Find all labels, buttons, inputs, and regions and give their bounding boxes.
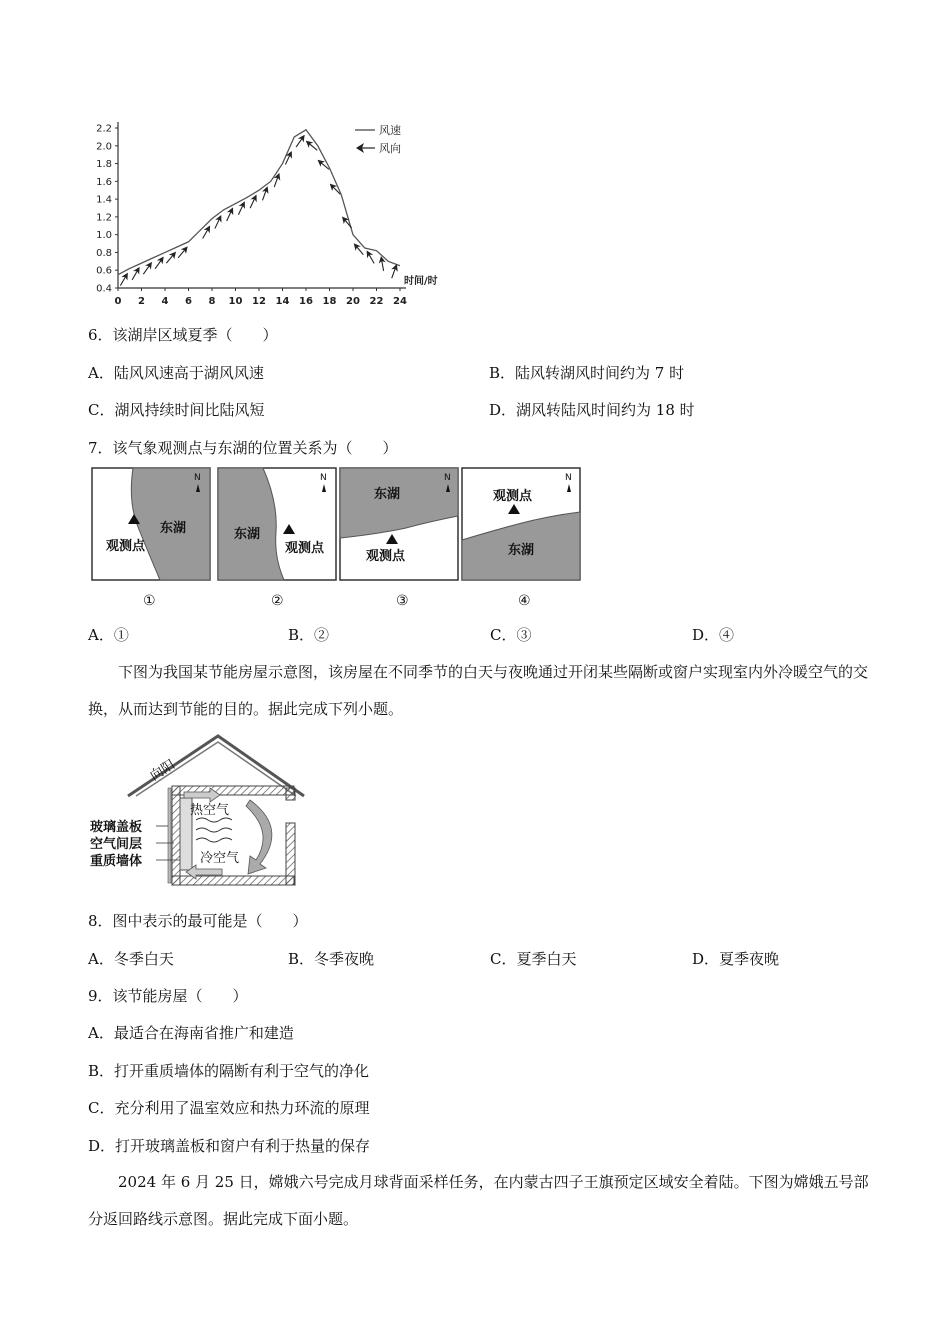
x-tick-label: 12 (252, 296, 266, 307)
q7-maps (88, 462, 588, 614)
y-tick-label: 2.0 (96, 141, 112, 153)
y-tick-label: 1.0 (96, 230, 112, 242)
q6-option-a[interactable]: A．陆风风速高于湖风风速 (88, 364, 264, 382)
heavy-wall-label: 重质墙体 (90, 854, 143, 869)
y-tick-label: 0.8 (96, 247, 112, 259)
q8-option-a[interactable]: A．冬季白天 (88, 950, 174, 968)
wind-arrow (364, 249, 378, 265)
wind-arrow (212, 213, 225, 230)
q6-option-c[interactable]: C．湖风持续时间比陆风短 (88, 401, 265, 419)
x-tick-label: 0 (114, 296, 122, 307)
map-2 (218, 468, 336, 609)
q7-option-a[interactable]: A．① (88, 626, 129, 644)
wind-arrow (339, 214, 354, 230)
map-4 (462, 468, 580, 609)
q7-option-c[interactable]: C．③ (490, 626, 532, 644)
q9-option-a[interactable]: A．最适合在海南省推广和建造 (88, 1024, 294, 1042)
map-3-station-label: 观测点 (366, 549, 406, 564)
wind-arrow (378, 256, 387, 272)
wind-arrow (351, 241, 366, 257)
legend-winddir: 风向 (379, 142, 401, 155)
x-tick-label: 18 (322, 296, 337, 307)
x-tick-label: 24 (393, 296, 407, 307)
glass-cover-label: 玻璃盖板 (90, 820, 143, 835)
q9-stem: 9．该节能房屋（ ） (88, 987, 248, 1005)
x-tick-label: 8 (208, 296, 216, 307)
wind-arrow (259, 185, 271, 201)
map-1-number: ① (143, 593, 156, 609)
circulation-arrow (246, 800, 272, 874)
right-wall-lower (286, 823, 295, 885)
map-1-station-label: 观测点 (106, 539, 146, 554)
x-tick-label: 2 (138, 296, 145, 307)
map-2-lake-label: 东湖 (234, 527, 261, 542)
q6-stem: 6．该湖岸区域夏季（ ） (88, 326, 278, 344)
q8-option-d[interactable]: D．夏季夜晚 (692, 950, 780, 968)
legend-windspeed: 风速 (379, 124, 401, 137)
q6-option-b[interactable]: B．陆风转湖风时间约为 7 时 (489, 364, 685, 382)
q9-option-c[interactable]: C．充分利用了温室效应和热力环流的原理 (88, 1099, 370, 1117)
y-tick-label: 2.2 (96, 123, 112, 135)
cold-air-label: 冷空气 (200, 851, 240, 866)
x-tick-label: 10 (228, 296, 243, 307)
q6-option-d[interactable]: D．湖风转陆风时间约为 18 时 (489, 401, 695, 419)
wind-arrow (293, 133, 307, 149)
map-4-number: ④ (518, 593, 531, 609)
air-layer-label: 空气间层 (90, 837, 143, 852)
left-wall (172, 786, 180, 885)
wind-arrow (271, 172, 283, 188)
y-tick-label: 0.6 (96, 265, 112, 277)
y-tick-label: 1.6 (96, 176, 112, 188)
facing-label: 向阳 (147, 757, 178, 785)
map-4-north: N (565, 473, 572, 483)
series-line-windspeed (118, 130, 400, 275)
house-intro: 下图为我国某节能房屋示意图，该房屋在不同季节的白天与夜晚通过开闭某些隔断或窗户实现室内外冷暖空气的交换，从而达到节能的目的。据此完成下列小题。 (88, 663, 869, 718)
map-3-number: ③ (396, 593, 409, 609)
q7-option-b[interactable]: B．② (288, 626, 330, 644)
map-4-lake-label: 东湖 (508, 543, 535, 558)
glass-cover (168, 788, 171, 883)
y-tick-label: 0.4 (96, 283, 112, 295)
wind-arrow (315, 157, 331, 172)
y-tick-label: 1.8 (96, 159, 112, 171)
x-tick-label: 14 (275, 296, 290, 307)
right-wall-upper (286, 788, 295, 800)
q8-stem: 8．图中表示的最可能是（ ） (88, 912, 308, 930)
house-figure (88, 728, 310, 896)
q9-option-d[interactable]: D．打开玻璃盖板和窗户有利于热量的保存 (88, 1137, 371, 1155)
y-tick-label: 1.2 (96, 212, 112, 224)
hot-air-label: 热空气 (190, 803, 230, 818)
y-tick-label: 1.4 (96, 194, 112, 206)
map-1 (92, 468, 210, 609)
x-axis-label: 时间/时 (404, 276, 438, 287)
map-4-station-label: 观测点 (493, 489, 533, 504)
x-tick-label: 22 (369, 296, 384, 307)
map-2-north: N (320, 473, 327, 483)
legend-arrow-swatch (356, 143, 375, 153)
map-2-number: ② (271, 593, 284, 609)
wind-arrow (247, 193, 260, 210)
q7-option-d[interactable]: D．④ (692, 626, 735, 644)
x-tick-label: 6 (185, 296, 192, 307)
q9-option-b[interactable]: B．打开重质墙体的隔断有利于空气的净化 (88, 1062, 370, 1080)
map-1-north: N (194, 473, 201, 483)
floor (172, 876, 294, 885)
q7-stem: 7．该气象观测点与东湖的位置关系为（ ） (88, 439, 398, 457)
wind-chart (85, 112, 445, 320)
map-3 (340, 468, 458, 609)
map-2-station-label: 观测点 (285, 541, 325, 556)
change-intro: 2024 年 6 月 25 日，嫦娥六号完成月球背面采样任务，在内蒙古四子王旗预定区域安全着陆。下图为嫦娥五号部分返回路线示意图。据此完成下面小题。 (88, 1173, 869, 1228)
wind-arrow (282, 149, 295, 166)
map-3-north: N (444, 473, 451, 483)
x-tick-label: 16 (299, 296, 313, 307)
x-tick-label: 20 (346, 296, 360, 307)
map-3-lake-label: 东湖 (374, 487, 401, 502)
x-tick-label: 4 (161, 296, 169, 307)
map-1-lake-label: 东湖 (160, 521, 187, 536)
q8-option-b[interactable]: B．冬季夜晚 (288, 950, 375, 968)
wind-arrow (200, 224, 214, 240)
q8-option-c[interactable]: C．夏季白天 (490, 950, 577, 968)
